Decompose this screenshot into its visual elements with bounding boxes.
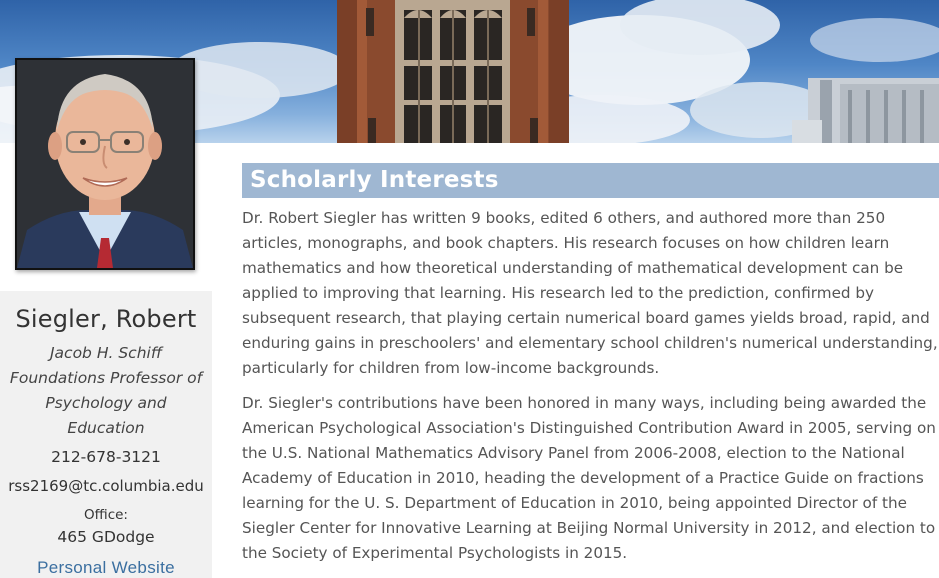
profile-details [0,300,212,578]
paragraph: Dr. Robert Siegler has written 9 books, edited 6 others, and authored more than 250 articles, monographs, and book chapters. His research focuses on how children learn mathematics and how theoretical understanding of mathematical development can be applied to improving that learning. His research led to the prediction, confirmed by subsequent research, that playing certain numerical board games yields broad, rapid, and enduring gains in preschoolers' and elementary school children's numerical understanding, particularly for children from low-income backgrounds. [242,209,938,377]
phone-number: 212-678-3121 [51,448,161,466]
office-location: 465 GDodge [57,528,155,546]
office-label: Office: [84,507,128,523]
faculty-name: Siegler, Robert [15,305,197,333]
faculty-portrait-photo [17,60,193,268]
paragraph: Dr. Siegler's contributions have been honored in many ways, including being awarded the American Psychological Association's Distinguished Contribution Award in 2005, serving on the U.S. National Mathematics Advisory Panel from 2006-2008, election to the National Academy of Education in 2010, heading the development of a Practice Guide on fractions learning for the U. S. Department of Education in 2010, being appointed Director of the Siegler Center for Innovative Learning at Beijing Normal University in 2012, and election to the Society of Experimental Psychologists in 2015. [242,394,936,562]
scholarly-interests-content [242,206,939,576]
section-heading: Scholarly Interests [250,167,499,193]
email-address: rss2169@tc.columbia.edu [8,477,204,495]
faculty-portrait [15,58,195,270]
personal-website-link[interactable]: Personal Website [37,558,175,577]
faculty-title: Jacob H. Schiff Foundations Professor of Psychology and Education [9,344,203,437]
section-heading-bar [242,163,939,198]
